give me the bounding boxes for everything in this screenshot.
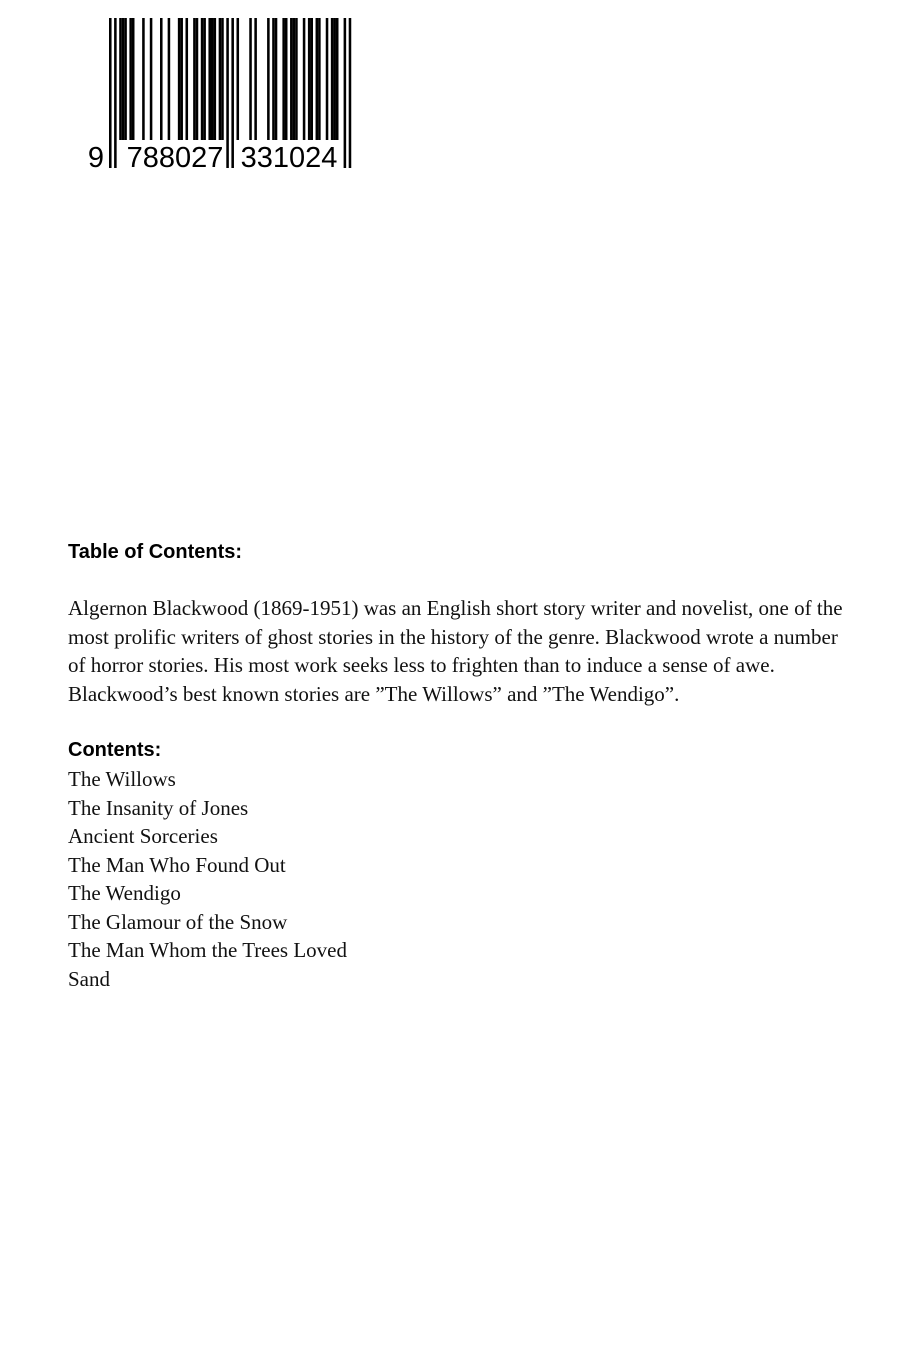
- barcode-bar: [129, 18, 132, 140]
- barcode-bar: [254, 18, 257, 140]
- barcode-bar: [231, 18, 234, 168]
- barcode-bar: [109, 18, 112, 168]
- barcode-digits-right: 331024: [240, 142, 338, 170]
- contents-item: Sand: [68, 966, 110, 991]
- barcode-bar: [226, 18, 229, 168]
- book-description: Algernon Blackwood (1869-1951) was an English short story writer and novelist, one of the most prolific writers of ghost stories in the history of the genre. Blackwood wrote a number of horror stories. His most work seeks less to frighten than to induce a sense of awe. Blackwood’s best known stories are ”The Willows” and ”The Wendigo”.: [68, 596, 843, 706]
- barcode-bar: [267, 18, 270, 140]
- barcode-bar: [333, 18, 336, 140]
- barcode-bar: [331, 18, 334, 140]
- barcode-bar: [186, 18, 189, 140]
- contents-item: Ancient Sorceries: [68, 824, 218, 848]
- barcode-bar: [316, 18, 319, 140]
- barcode-bar: [211, 18, 214, 140]
- contents-list: [68, 765, 347, 993]
- barcode-bar: [249, 18, 252, 140]
- barcode-bar: [275, 18, 278, 140]
- contents-item: The Man Who Found Out: [68, 852, 286, 877]
- barcode-bar: [180, 18, 183, 140]
- isbn-barcode: [86, 18, 356, 170]
- barcode-bar: [290, 18, 293, 140]
- barcode-bar: [214, 18, 217, 140]
- barcode-bar: [114, 18, 117, 168]
- contents-item: The Man Whom the Trees Loved: [68, 938, 347, 962]
- barcode-bar: [326, 18, 329, 140]
- barcode-bar: [303, 18, 306, 140]
- barcode-bar: [196, 18, 199, 140]
- barcode-bar: [310, 18, 313, 140]
- barcode-digits-left: 788027: [126, 142, 224, 170]
- barcode-bar: [344, 18, 347, 168]
- barcode-graphic: [86, 18, 356, 170]
- barcode-bar: [221, 18, 224, 140]
- barcode-bar: [308, 18, 311, 140]
- barcode-bar: [203, 18, 206, 140]
- contents-item: The Insanity of Jones: [68, 795, 249, 820]
- barcode-bar: [285, 18, 288, 140]
- table-of-contents-heading: Table of Contents:: [68, 541, 243, 563]
- barcode-bar: [119, 18, 122, 140]
- barcode-bar: [160, 18, 163, 140]
- barcode-bar: [293, 18, 296, 140]
- barcode-bar: [295, 18, 298, 140]
- barcode-bar: [219, 18, 222, 140]
- barcode-bar: [336, 18, 339, 140]
- contents-item: The Glamour of the Snow: [68, 909, 288, 934]
- barcode-bar: [122, 18, 125, 140]
- barcode-bar: [349, 18, 352, 168]
- contents-item: The Wendigo: [68, 881, 181, 905]
- barcode-bar: [237, 18, 240, 140]
- barcode-bar: [168, 18, 171, 140]
- barcode-bar: [193, 18, 196, 140]
- contents-heading: Contents:: [68, 739, 162, 761]
- barcode-bar: [132, 18, 135, 140]
- barcode-bar: [150, 18, 153, 140]
- barcode-bar: [142, 18, 145, 140]
- barcode-bar: [272, 18, 275, 140]
- barcode-bar: [178, 18, 181, 140]
- barcode-bar: [282, 18, 285, 140]
- barcode-bar: [208, 18, 211, 140]
- barcode-bar: [318, 18, 321, 140]
- contents-item: The Willows: [68, 767, 176, 791]
- barcode-digit-prefix: 9: [87, 142, 105, 170]
- barcode-bar: [201, 18, 204, 140]
- barcode-bar: [124, 18, 127, 140]
